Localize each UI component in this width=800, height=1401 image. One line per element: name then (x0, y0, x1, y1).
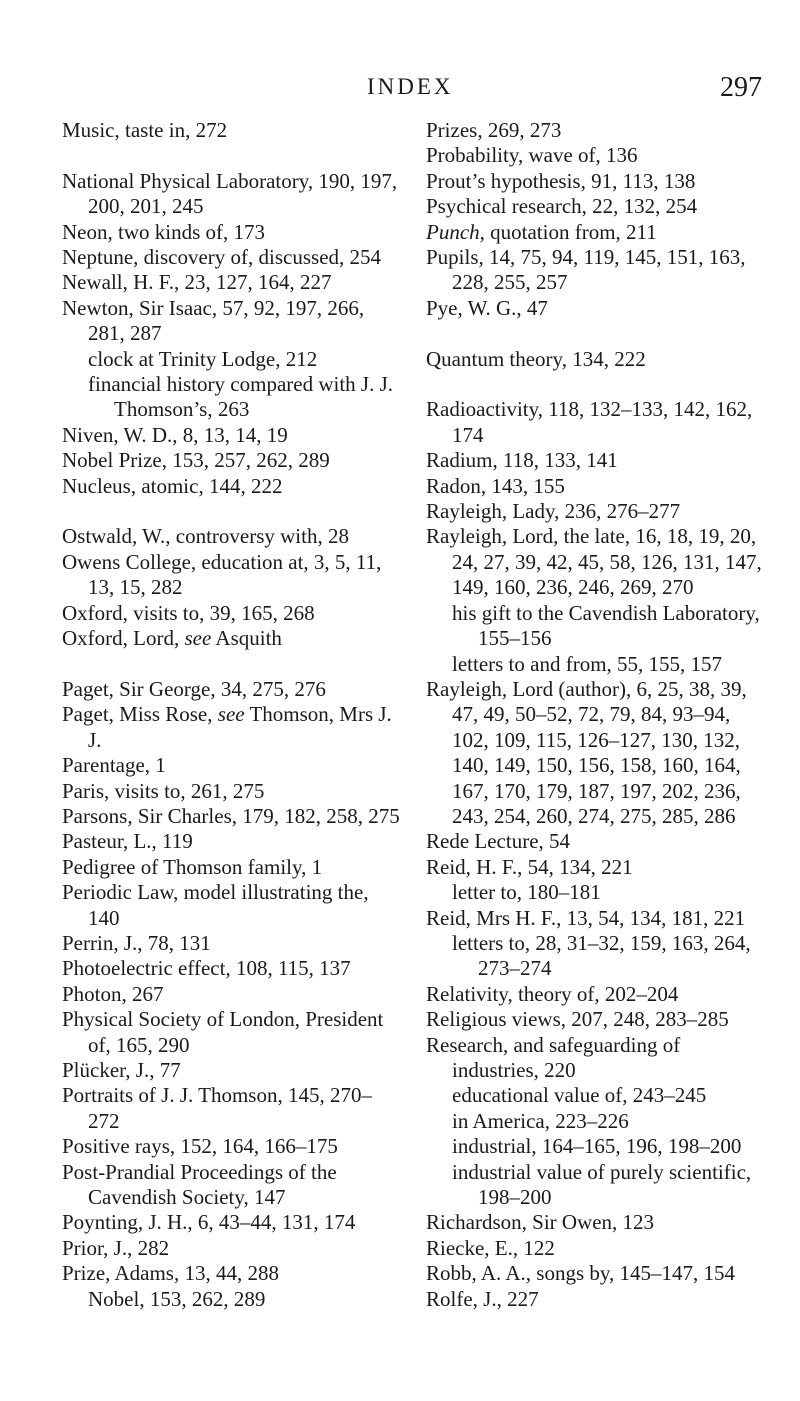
entry-text: Riecke, E., 122 (426, 1235, 555, 1260)
entry-text: Newton, Sir Isaac, 57, 92, 197, 266, 281, 287 (62, 295, 365, 346)
index-subentry (426, 1109, 766, 1134)
index-entry (426, 143, 766, 168)
entry-text: Reid, H. F., 54, 134, 221 (426, 854, 633, 879)
entry-text: industrial, 164–165, 196, 198–200 (452, 1134, 742, 1159)
index-subentry (426, 1134, 766, 1159)
entry-text: Prize, Adams, 13, 44, 288 (62, 1261, 279, 1286)
entry-text: National Physical Laboratory, 190, 197, 200, 201, 245 (62, 168, 398, 219)
index-entry (426, 906, 766, 931)
entry-text: educational value of, 243–245 (452, 1083, 707, 1108)
entry-text: Prior, J., 282 (62, 1235, 170, 1260)
index-entry (62, 956, 402, 981)
index-entry (62, 448, 402, 473)
entry-text: Physical Society of London, President of, 165, 290 (62, 1007, 384, 1057)
entry-text: Radium, 118, 133, 141 (426, 448, 618, 473)
index-entry (62, 118, 402, 143)
index-entry (426, 118, 766, 143)
index-subentry (62, 1287, 402, 1312)
index-subentry (426, 931, 766, 982)
index-subentry (426, 1083, 766, 1108)
index-entry (62, 1083, 402, 1134)
index-entry (426, 829, 766, 854)
index-entry (426, 499, 766, 524)
index-entry (426, 1033, 766, 1084)
entry-text: Ostwald, W., controversy with, 28 (62, 524, 349, 549)
entry-text: Robb, A. A., songs by, 145–147, 154 (426, 1261, 736, 1286)
entry-text: Niven, W. D., 8, 13, 14, 19 (62, 422, 288, 447)
section-gap (62, 652, 402, 677)
entry-text-rest: , quotation from, 211 (479, 219, 657, 244)
entry-text: his gift to the Cavendish Laboratory, 155–156 (452, 600, 760, 651)
index-entry (62, 677, 402, 702)
index-entry (62, 982, 402, 1007)
entry-text: industrial value of purely scientific, 198–200 (452, 1159, 752, 1210)
index-entry (62, 1007, 402, 1058)
entry-italic: see (217, 702, 245, 727)
index-entry (62, 855, 402, 880)
index-entry (62, 1261, 402, 1286)
entry-text: in America, 223–226 (452, 1108, 629, 1133)
index-entry (62, 804, 402, 829)
index-entry (62, 169, 402, 220)
entry-text: clock at Trinity Lodge, 212 (88, 346, 318, 371)
entry-text: Post-Prandial Proceedings of the Cavendish Society, 147 (62, 1159, 337, 1210)
entry-text: Religious views, 207, 248, 283–285 (426, 1007, 729, 1032)
index-subentry (426, 880, 766, 905)
entry-text: letters to, 28, 31–32, 159, 163, 264, 273–274 (452, 930, 751, 981)
index-entry (62, 423, 402, 448)
entry-text: Rayleigh, Lady, 236, 276–277 (426, 499, 681, 524)
index-entry (426, 397, 766, 448)
entry-text: Rede Lecture, 54 (426, 829, 571, 854)
index-entry (426, 855, 766, 880)
index-entry (426, 1236, 766, 1261)
entry-text: Probability, wave of, 136 (426, 143, 638, 168)
entry-text: Richardson, Sir Owen, 123 (426, 1210, 655, 1235)
index-entry (62, 1058, 402, 1083)
index-entry (62, 829, 402, 854)
entry-text: Paget, Sir George, 34, 275, 276 (62, 676, 326, 701)
entry-text: Plücker, J., 77 (62, 1057, 181, 1082)
section-gap (62, 499, 402, 524)
entry-text: Quantum theory, 134, 222 (426, 346, 646, 371)
entry-text: Music, taste in, 272 (62, 118, 228, 142)
entry-text: Paget, Miss Rose, (62, 702, 218, 727)
entry-text: Prout’s hypothesis, 91, 113, 138 (426, 168, 696, 193)
entry-text: Nobel, 153, 262, 289 (88, 1286, 266, 1311)
entry-text: Radioactivity, 118, 132–133, 142, 162, 174 (426, 397, 753, 447)
entry-text: Owens College, education at, 3, 5, 11, 13, 15, 282 (62, 549, 382, 600)
entry-text: Photon, 267 (62, 981, 164, 1006)
entry-text: Prizes, 269, 273 (426, 118, 562, 142)
entry-text: Oxford, visits to, 39, 165, 268 (62, 600, 315, 625)
index-entry (426, 1261, 766, 1286)
entry-text: Pedigree of Thomson family, 1 (62, 854, 323, 879)
entry-text: Pasteur, L., 119 (62, 829, 193, 854)
entry-text-rest: Asquith (211, 626, 282, 651)
index-subentry (426, 601, 766, 652)
entry-text: Radon, 143, 155 (426, 473, 565, 498)
index-entry (62, 779, 402, 804)
entry-text: Nucleus, atomic, 144, 222 (62, 473, 283, 498)
index-subentry (62, 372, 402, 423)
index-entry (426, 677, 766, 829)
index-entry (62, 753, 402, 778)
index-entry (426, 296, 766, 321)
index-entry (426, 245, 766, 296)
index-subentry (426, 1160, 766, 1211)
entry-text: Oxford, Lord, (62, 626, 185, 651)
index-entry (426, 524, 766, 600)
entry-text: Pye, W. G., 47 (426, 295, 548, 320)
entry-text: Positive rays, 152, 164, 166–175 (62, 1134, 338, 1159)
entry-text-rest: Thomson, Mrs J. J. (88, 702, 392, 752)
entry-text: Rayleigh, Lord, the late, 16, 18, 19, 20, 24, 27, 39, 42, 45, 58, 126, 131, 147, 149, 160, 236, 246, 269, 270 (426, 524, 762, 600)
index-column-left (62, 118, 402, 1312)
index-entry (62, 245, 402, 270)
index-entry (426, 448, 766, 473)
entry-text: Photoelectric effect, 108, 115, 137 (62, 956, 351, 981)
index-entry (62, 1210, 402, 1235)
index-entry (62, 296, 402, 347)
index-entry (426, 474, 766, 499)
index-entry (62, 880, 402, 931)
entry-text: Rayleigh, Lord (author), 6, 25, 38, 39, 47, 49, 50–52, 72, 79, 84, 93–94, 102, 109, 115, 126–127, 130, 132, 140, 149, 150, 156, 158, 160, 164, 167, 170, 179, 187, 197, 202, 236, 243, 254, 260, 274, 275, 285, 286 (426, 676, 747, 828)
index-entry (62, 702, 402, 753)
page-number: 297 (720, 72, 762, 103)
index-entry (426, 1210, 766, 1235)
entry-text: Research, and safeguarding of industries, 220 (426, 1032, 681, 1082)
index-entry (62, 931, 402, 956)
entry-text: Paris, visits to, 261, 275 (62, 778, 265, 803)
entry-text: letter to, 180–181 (452, 880, 601, 905)
entry-text: Parsons, Sir Charles, 179, 182, 258, 275 (62, 803, 400, 828)
index-entry (426, 347, 766, 372)
page-header (62, 74, 762, 114)
section-gap (426, 372, 766, 397)
entry-text: Psychical research, 22, 132, 254 (426, 194, 698, 219)
index-entry (62, 1160, 402, 1211)
entry-text: Nobel Prize, 153, 257, 262, 289 (62, 448, 330, 473)
entry-text: Portraits of J. J. Thomson, 145, 270–272 (62, 1083, 372, 1133)
entry-italic: Punch (426, 219, 480, 244)
index-entry (62, 550, 402, 601)
index-entry (426, 220, 766, 245)
index-entry (62, 626, 402, 651)
entry-text: financial history compared with J. J. Thomson’s, 263 (88, 372, 394, 422)
running-head: INDEX (367, 74, 454, 99)
entry-text: Parentage, 1 (62, 753, 166, 778)
entry-italic: see (184, 626, 212, 651)
index-entry (426, 1287, 766, 1312)
index-entry (62, 1134, 402, 1159)
index-entry (426, 1007, 766, 1032)
index-entry (62, 601, 402, 626)
index-entry (426, 982, 766, 1007)
entry-text: Neptune, discovery of, discussed, 254 (62, 245, 382, 270)
section-gap (62, 143, 402, 168)
entry-text: Relativity, theory of, 202–204 (426, 981, 679, 1006)
index-column-right (426, 118, 766, 1312)
entry-text: letters to and from, 55, 155, 157 (452, 651, 723, 676)
entry-text: Periodic Law, model illustrating the, 140 (62, 880, 369, 930)
entry-text: Perrin, J., 78, 131 (62, 930, 211, 955)
index-subentry (62, 347, 402, 372)
index-entry (62, 270, 402, 295)
index-entry (426, 169, 766, 194)
entry-text: Pupils, 14, 75, 94, 119, 145, 151, 163, 228, 255, 257 (426, 245, 746, 295)
entry-text: Newall, H. F., 23, 127, 164, 227 (62, 270, 332, 295)
entry-text: Poynting, J. H., 6, 43–44, 131, 174 (62, 1210, 356, 1235)
entry-text: Reid, Mrs H. F., 13, 54, 134, 181, 221 (426, 905, 746, 930)
index-subentry (426, 652, 766, 677)
entry-text: Neon, two kinds of, 173 (62, 219, 265, 244)
index-entry (62, 220, 402, 245)
index-entry (62, 1236, 402, 1261)
index-entry (62, 524, 402, 549)
section-gap (426, 321, 766, 346)
entry-text: Rolfe, J., 227 (426, 1286, 539, 1311)
index-entry (426, 194, 766, 219)
index-entry (62, 474, 402, 499)
